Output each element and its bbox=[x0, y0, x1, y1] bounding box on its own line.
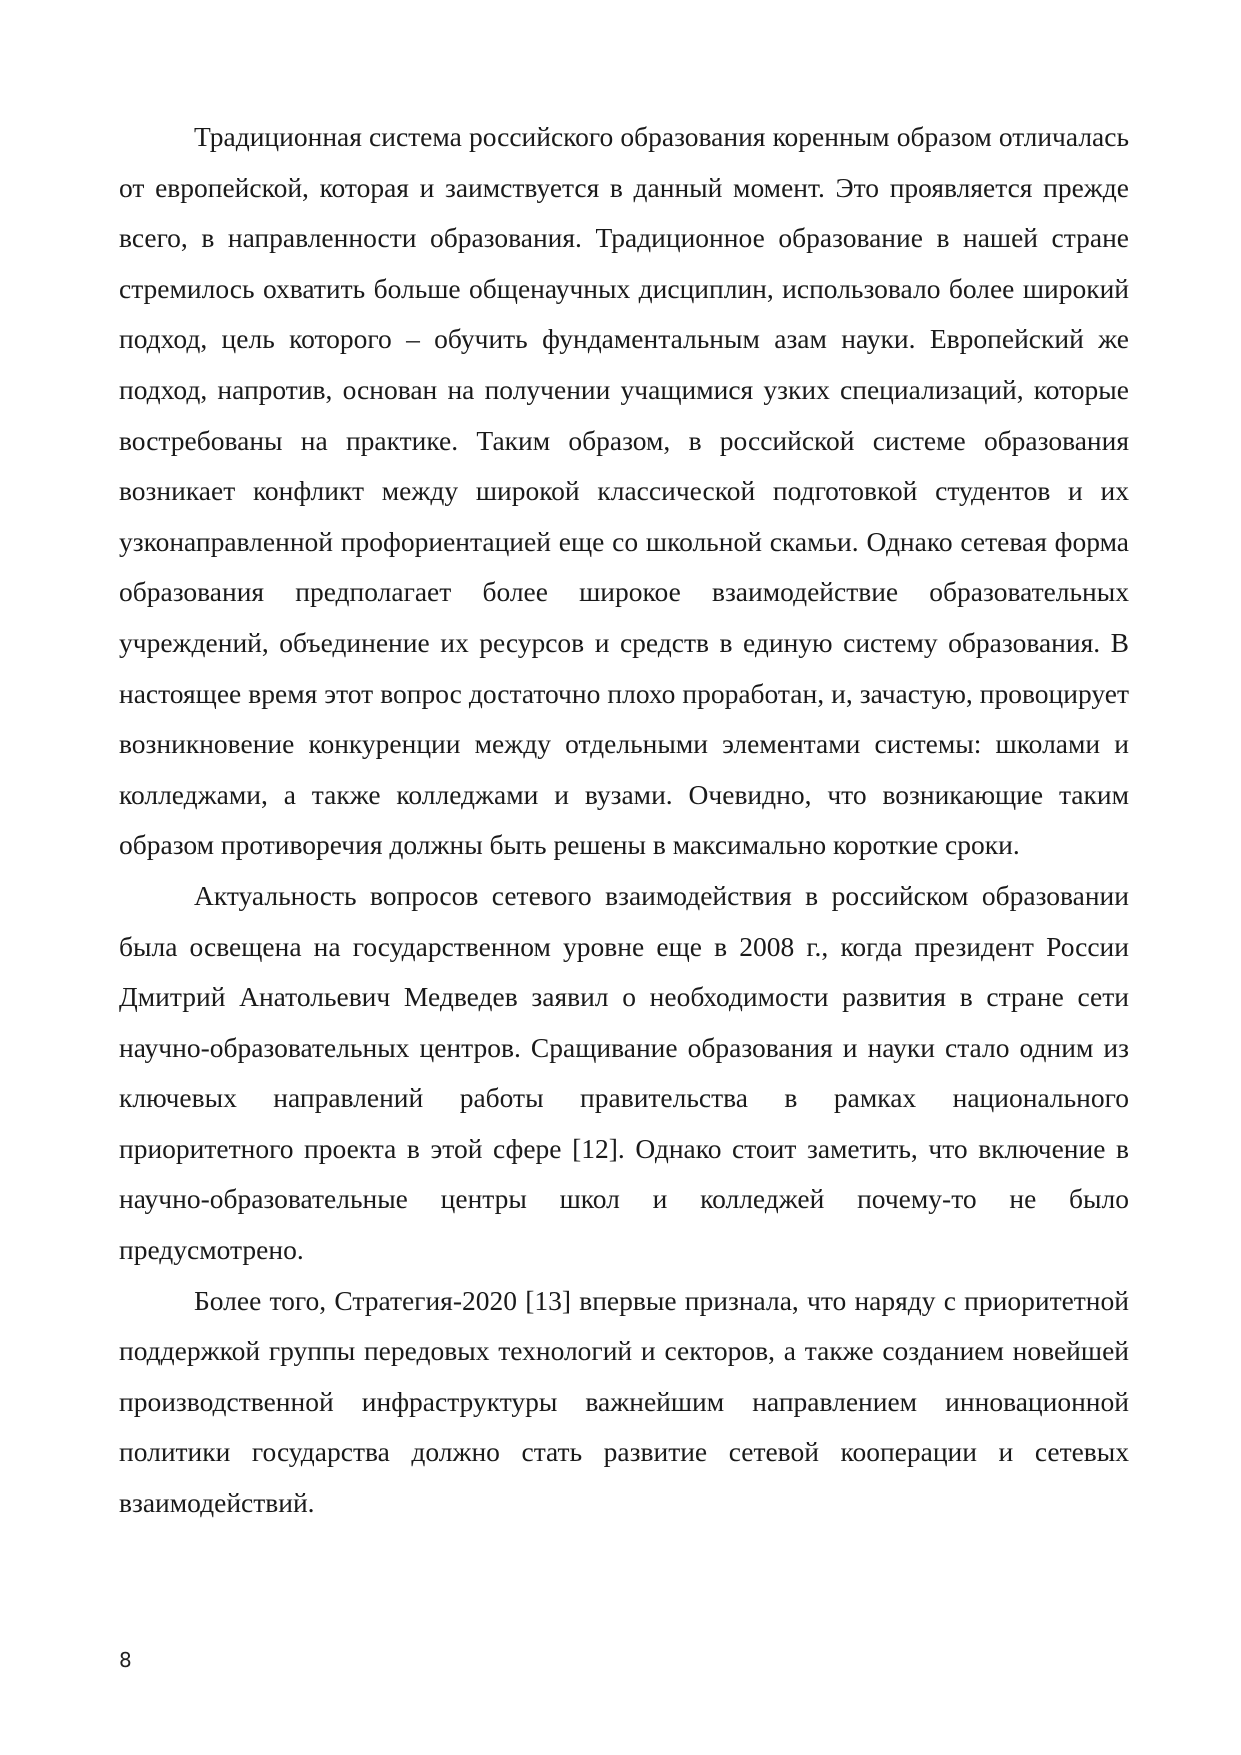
page-number: 8 bbox=[119, 1648, 132, 1672]
paragraph-strategy-2020: Более того, Стратегия-2020 [13] впервые признала, что наряду с приоритетной поддержкой группы передовых технологий и секторов, а также созданием новейшей производственной инфраструктуры важнейшим направлением инновационной политики государства должно стать развитие сетевой кооперации и сетевых взаимодействий. bbox=[119, 1284, 1129, 1519]
paragraph-traditional-education: Традиционная система российского образования коренным образом отличалась от европейской, которая и заимствуется в данный момент. Это проявляется прежде всего, в направленности образования. Традиционное образование в нашей стране стремилось охватить больше общенаучных дисциплин, использовало более широкий подход, цель которого – обучить фундаментальным азам науки. Европейский же подход, напротив, основан на получении учащимися узких специализаций, которые востребованы на практике. Таким образом, в российской системе образования возникает конфликт между широкой классической подготовкой студентов и их узконаправленной профориентацией еще со школьной скамьи. Однако сетевая форма образования предполагает более широкое взаимодействие образовательных учреждений, объединение их ресурсов и средств в единую систему образования. В настоящее время этот вопрос достаточно плохо проработан, и, зачастую, провоцирует возникновение конкуренции между отдельными элементами системы: школами и колледжами, а также колледжами и вузами. Очевидно, что возникающие таким образом противоречия должны быть решены в максимально короткие сроки. bbox=[119, 121, 1129, 861]
document-body bbox=[119, 112, 1129, 1529]
paragraph-network-relevance: Актуальность вопросов сетевого взаимодействия в российском образовании была освещена на государственном уровне еще в 2008 г., когда президент России Дмитрий Анатольевич Медведев заявил о необходимости развития в стране сети научно-образовательных центров. Сращивание образования и науки стало одним из ключевых направлений работы правительства в рамках национального приоритетного проекта в этой сфере [12]. Однако стоит заметить, что включение в научно-образовательные центры школ и колледжей почему-то не было предусмотрено. bbox=[119, 879, 1129, 1266]
